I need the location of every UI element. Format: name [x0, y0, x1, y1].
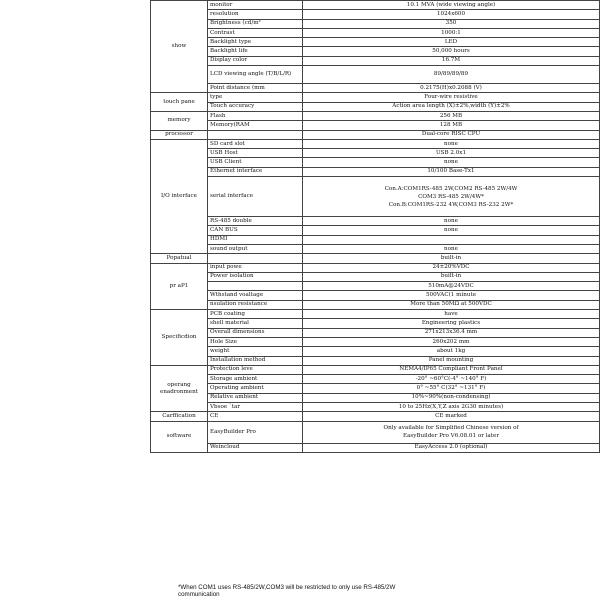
spec-value-cell: 128 MB: [303, 121, 600, 130]
spec-value-cell: built-in: [303, 272, 600, 281]
spec-name-cell: Memory(RAM: [208, 121, 303, 130]
spec-row: [151, 365, 600, 374]
spec-value-cell: 260x202 mm: [303, 337, 600, 346]
spec-name-cell: SD card slot: [208, 139, 303, 148]
spec-value-cell: 500VAC(1 minute: [303, 291, 600, 300]
category-cell: touch pane: [151, 93, 208, 112]
spec-name-cell: Vbsoe `tar: [208, 402, 303, 411]
spec-name-cell: HDMI: [208, 235, 303, 244]
spec-row: [151, 310, 600, 319]
spec-row: [151, 38, 600, 47]
spec-name-cell: resolution: [208, 10, 303, 19]
spec-row: [151, 347, 600, 356]
spec-row: [151, 319, 600, 328]
spec-name-cell: Contrast: [208, 28, 303, 37]
spec-row: [151, 217, 600, 226]
spec-value-cell: 510mA@24VDC: [303, 282, 600, 291]
spec-row: [151, 272, 600, 281]
spec-value-cell: none: [303, 158, 600, 167]
spec-name-cell: Protection leve: [208, 365, 303, 374]
spec-name-cell: serial interface: [208, 177, 303, 217]
spec-value-cell: 256 MB: [303, 111, 600, 120]
spec-row: [151, 28, 600, 37]
category-cell: pr aP1: [151, 263, 208, 309]
spec-name-cell: Backlight life: [208, 47, 303, 56]
spec-value-cell: Only available for Simplified Chinese version of EasyBuilder Pro V6.08.01 or later: [303, 421, 600, 443]
spec-value-cell: 16.7M: [303, 56, 600, 65]
spec-name-cell: Installation method: [208, 356, 303, 365]
spec-name-cell: sound output: [208, 244, 303, 253]
spec-name-cell: Ethernet interface: [208, 167, 303, 176]
spec-name-cell: type: [208, 93, 303, 102]
spec-name-cell: Storage ambient: [208, 375, 303, 384]
spec-value-cell: Action area length (X)±2%,width (Y)±2%: [303, 102, 600, 111]
spec-value-cell: 50,000 hours: [303, 47, 600, 56]
spec-row: [151, 402, 600, 411]
spec-name-cell: Flash: [208, 111, 303, 120]
spec-name-cell: EasyBuilder Pro: [208, 421, 303, 443]
spec-name-cell: nsulation resistance: [208, 300, 303, 309]
spec-row: [151, 375, 600, 384]
spec-value-cell: 0.2175(H)x0.2088 (V): [303, 84, 600, 93]
spec-value-cell: Con.A:COM1RS-485 2W,COM2 RS-485 2W/4W COM3 RS-485 2W/4W* Con.B:COM1RS-232 4W,COM3 RS-232 2W*: [303, 177, 600, 217]
spec-row: [151, 66, 600, 84]
spec-value-cell: 1024x600: [303, 10, 600, 19]
spec-value-cell: 350: [303, 19, 600, 28]
spec-row: [151, 226, 600, 235]
spec-value-cell: USB 2.0x1: [303, 149, 600, 158]
spec-value-cell: Dual-core RISC CPU: [303, 130, 600, 139]
spec-table: [150, 0, 600, 453]
spec-value-cell: 10%~90%(non-condensing): [303, 393, 600, 402]
category-cell: software: [151, 421, 208, 452]
spec-value-cell: CE marked: [303, 412, 600, 421]
spec-name-cell: Point distance (mm: [208, 84, 303, 93]
spec-row: [151, 282, 600, 291]
category-cell: memory: [151, 111, 208, 130]
spec-value-cell: built-in: [303, 254, 600, 263]
spec-name-cell: [208, 130, 303, 139]
category-cell: Specificdion: [151, 310, 208, 366]
spec-row: [151, 263, 600, 272]
spec-row: [151, 1, 600, 10]
spec-value-cell: none: [303, 217, 600, 226]
spec-row: [151, 130, 600, 139]
spec-name-cell: shell material: [208, 319, 303, 328]
spec-name-cell: Weincloud: [208, 443, 303, 452]
spec-row: [151, 158, 600, 167]
spec-row: [151, 177, 600, 217]
spec-row: [151, 93, 600, 102]
spec-row: [151, 47, 600, 56]
spec-value-cell: none: [303, 226, 600, 235]
spec-row: [151, 291, 600, 300]
spec-value-cell: Engineering plastics: [303, 319, 600, 328]
category-cell: Carffication: [151, 412, 208, 421]
spec-value-cell: EasyAccess 2.0 (optional): [303, 443, 600, 452]
spec-row: [151, 412, 600, 421]
spec-name-cell: PCB coating: [208, 310, 303, 319]
spec-name-cell: LCD viewing angle (T/B/L/R): [208, 66, 303, 84]
spec-value-cell: 10 to 25Hz(X,Y,Z axis 2G30 minutes): [303, 402, 600, 411]
category-cell: operang enadronment: [151, 365, 208, 411]
spec-value-cell: LED: [303, 38, 600, 47]
spec-row: [151, 121, 600, 130]
spec-row: [151, 167, 600, 176]
spec-name-cell: RS-485 double: [208, 217, 303, 226]
spec-name-cell: weight: [208, 347, 303, 356]
spec-row: [151, 84, 600, 93]
spec-value-cell: 10/100 Base-Tx1: [303, 167, 600, 176]
spec-row: [151, 102, 600, 111]
spec-value-cell: Four-wire resistive: [303, 93, 600, 102]
spec-value-cell: NEMA4/IP65 Compliant Front Panel: [303, 365, 600, 374]
category-cell: processor: [151, 130, 208, 139]
spec-name-cell: USB Host: [208, 149, 303, 158]
spec-row: [151, 356, 600, 365]
spec-row: [151, 244, 600, 253]
spec-row: [151, 421, 600, 443]
spec-name-cell: monitor: [208, 1, 303, 10]
spec-value-cell: [303, 235, 600, 244]
spec-row: [151, 384, 600, 393]
spec-row: [151, 328, 600, 337]
category-cell: Popatual: [151, 254, 208, 263]
spec-name-cell: CE: [208, 412, 303, 421]
spec-name-cell: Relative ambient: [208, 393, 303, 402]
spec-name-cell: Wthstand voaltage: [208, 291, 303, 300]
spec-name-cell: Touch accuracy: [208, 102, 303, 111]
spec-row: [151, 235, 600, 244]
spec-name-cell: Brightness (cd/m²: [208, 19, 303, 28]
spec-row: [151, 10, 600, 19]
spec-value-cell: 89/89/89/89: [303, 66, 600, 84]
spec-row: [151, 149, 600, 158]
spec-name-cell: Display color: [208, 56, 303, 65]
spec-value-cell: Panel mounting: [303, 356, 600, 365]
spec-value-cell: -20° ~60°C(-4° ~140° F): [303, 375, 600, 384]
spec-row: [151, 19, 600, 28]
spec-name-cell: Hole Size: [208, 337, 303, 346]
spec-value-cell: none: [303, 139, 600, 148]
spec-row: [151, 56, 600, 65]
spec-name-cell: Overall dimensions: [208, 328, 303, 337]
spec-value-cell: 10.1 MVA (wide viewing angle): [303, 1, 600, 10]
spec-value-cell: 1000:1: [303, 28, 600, 37]
spec-row: [151, 393, 600, 402]
spec-row: [151, 300, 600, 309]
spec-name-cell: USB Client: [208, 158, 303, 167]
category-cell: show: [151, 1, 208, 93]
spec-name-cell: CAN BUS: [208, 226, 303, 235]
spec-row: [151, 443, 600, 452]
footnote: *When COM1 uses RS-485/2W,COM3 will be restricted to only use RS-485/2W communication: [178, 584, 396, 598]
spec-name-cell: Power isolation: [208, 272, 303, 281]
spec-name-cell: input powe: [208, 263, 303, 272]
spec-row: [151, 254, 600, 263]
spec-value-cell: 0° ~55° C(32° ~131° F): [303, 384, 600, 393]
spec-row: [151, 111, 600, 120]
category-cell: I/O interface: [151, 139, 208, 253]
spec-name-cell: [208, 282, 303, 291]
spec-name-cell: Backlight type: [208, 38, 303, 47]
spec-value-cell: have: [303, 310, 600, 319]
spec-value-cell: 24±20%VDC: [303, 263, 600, 272]
spec-value-cell: 271x213x36.4 mm: [303, 328, 600, 337]
spec-value-cell: none: [303, 244, 600, 253]
spec-row: [151, 337, 600, 346]
spec-name-cell: [208, 254, 303, 263]
spec-name-cell: Operating ambient: [208, 384, 303, 393]
spec-value-cell: More than 50MΩ at 500VDC: [303, 300, 600, 309]
spec-value-cell: about 1kg: [303, 347, 600, 356]
spec-row: [151, 139, 600, 148]
